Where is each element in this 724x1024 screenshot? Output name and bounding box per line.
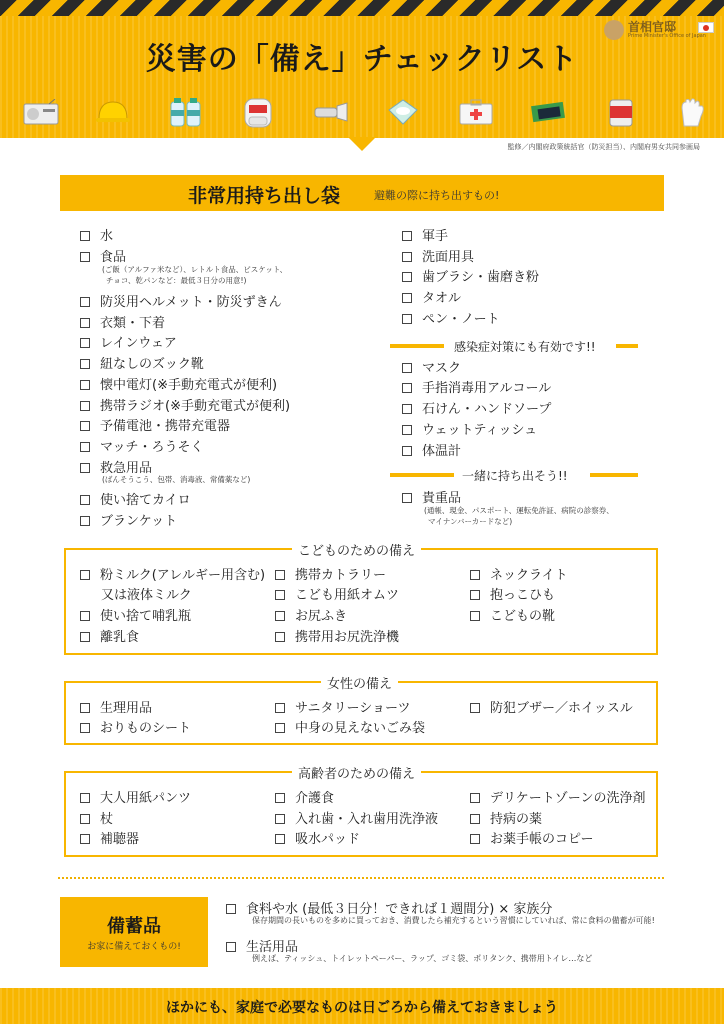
checkbox[interactable] bbox=[402, 314, 412, 324]
checklist-item[interactable]: 軍手 bbox=[402, 225, 448, 244]
checklist-item[interactable]: 洗面用具 bbox=[402, 246, 474, 265]
checklist-item[interactable]: 予備電池・携帯充電器 bbox=[80, 415, 230, 434]
checkbox[interactable] bbox=[402, 383, 412, 393]
checkbox[interactable] bbox=[80, 297, 90, 307]
children-title: こどものための備え bbox=[292, 540, 421, 559]
checklist-item[interactable]: ウェットティッシュ bbox=[402, 419, 537, 438]
checkbox[interactable] bbox=[402, 363, 412, 373]
checkbox[interactable] bbox=[470, 834, 480, 844]
checklist-item[interactable]: 生活用品 bbox=[226, 936, 298, 955]
checklist-item[interactable]: 粉ミルク(アレルギー用含む) bbox=[80, 564, 265, 583]
checklist-item[interactable]: 救急用品 bbox=[80, 457, 152, 476]
checklist-item-continued: 又は液体ミルク bbox=[101, 588, 192, 603]
supplies-icons-row bbox=[22, 92, 712, 132]
checkbox[interactable] bbox=[80, 318, 90, 328]
checklist-item[interactable]: 防犯ブザー／ホイッスル bbox=[470, 697, 633, 716]
emergency-bag-title: 非常用持ち出し袋 bbox=[188, 185, 341, 207]
checklist-item[interactable]: 水 bbox=[80, 225, 113, 244]
checkbox[interactable] bbox=[80, 380, 90, 390]
checkbox[interactable] bbox=[80, 516, 90, 526]
water-bottles-icon bbox=[167, 94, 205, 130]
checklist-item[interactable]: 介護食 bbox=[275, 787, 334, 806]
checklist-item[interactable]: 抱っこひも bbox=[470, 584, 555, 603]
checkbox[interactable] bbox=[402, 446, 412, 456]
checkbox[interactable] bbox=[275, 723, 285, 733]
checklist-item[interactable]: 持病の薬 bbox=[470, 808, 542, 827]
checklist-item[interactable]: 離乳食 bbox=[80, 626, 139, 645]
checkbox[interactable] bbox=[275, 570, 285, 580]
header-pointer bbox=[348, 137, 376, 151]
checkbox[interactable] bbox=[402, 425, 412, 435]
checklist-item[interactable]: 生理用品 bbox=[80, 697, 152, 716]
women-title: 女性の備え bbox=[321, 673, 398, 692]
food-note: (ご飯（アルファ米など）、レトルト食品、ビスケット、 bbox=[102, 265, 288, 274]
checklist-item[interactable]: 体温計 bbox=[402, 440, 461, 459]
japan-flag-icon bbox=[698, 22, 714, 33]
checkbox[interactable] bbox=[402, 293, 412, 303]
checkbox[interactable] bbox=[80, 793, 90, 803]
checklist-item[interactable]: デリケートゾーンの洗浄剤 bbox=[470, 787, 645, 806]
stockpile-note: 保存期間の長いものを多めに買っておき、消費したら補充するという習慣にしていれば、常に食料の備蓄が可能! bbox=[252, 916, 655, 925]
together-subheading: 一緒に持ち出そう!! bbox=[390, 467, 638, 481]
supervision-credit: 監修／内閣府政策統括官（防災担当）、内閣府男女共同参画局 bbox=[507, 143, 700, 151]
gloves-icon bbox=[674, 94, 712, 130]
checklist-item[interactable]: 紐なしのズック靴 bbox=[80, 353, 204, 372]
checklist-item[interactable]: レインウェア bbox=[80, 332, 177, 351]
checklist-item[interactable]: お尻ふき bbox=[275, 605, 347, 624]
checklist-item[interactable]: マッチ・ろうそく bbox=[80, 436, 203, 455]
infection-subheading: 感染症対策にも有効です!! bbox=[390, 338, 638, 352]
checklist-item[interactable]: ブランケット bbox=[80, 510, 177, 529]
checklist-item[interactable]: 歯ブラシ・歯磨き粉 bbox=[402, 266, 539, 285]
logo-text: 首相官邸 bbox=[628, 20, 677, 34]
canned-food-icon bbox=[602, 94, 640, 130]
first-aid-note: (ばんそうこう、包帯、消毒液、常備薬など) bbox=[102, 475, 251, 484]
first-aid-kit-icon bbox=[457, 94, 495, 130]
food-note: チョコ、乾パンなど：最低３日分の用意!) bbox=[106, 276, 247, 285]
wet-wipes-icon bbox=[384, 94, 422, 130]
checkbox[interactable] bbox=[275, 632, 285, 642]
header-banner bbox=[0, 0, 724, 138]
checklist-item[interactable]: 懐中電灯(※手動充電式が便利) bbox=[80, 374, 277, 393]
checklist-item[interactable]: こども用紙オムツ bbox=[275, 584, 399, 603]
checkbox[interactable] bbox=[80, 252, 90, 262]
stockpile-header bbox=[60, 897, 208, 967]
checklist-item[interactable]: こどもの靴 bbox=[470, 605, 555, 624]
checklist-item[interactable]: 吸水パッド bbox=[275, 828, 360, 847]
checklist-item[interactable]: 食品 bbox=[80, 246, 126, 265]
emergency-bag-subtitle: 避難の際に持ち出すもの! bbox=[374, 189, 500, 202]
checkbox[interactable] bbox=[275, 793, 285, 803]
checklist-item[interactable]: おりものシート bbox=[80, 717, 191, 736]
hazard-stripe bbox=[0, 0, 724, 16]
checklist-item[interactable]: サニタリーショーツ bbox=[275, 697, 410, 716]
checklist-item[interactable]: 携帯ラジオ(※手動充電式が便利) bbox=[80, 395, 290, 414]
checkbox[interactable] bbox=[80, 442, 90, 452]
checkbox[interactable] bbox=[80, 834, 90, 844]
checklist-item[interactable]: 大人用紙パンツ bbox=[80, 787, 191, 806]
checklist-item[interactable]: 杖 bbox=[80, 808, 113, 827]
checklist-item[interactable]: 中身の見えないごみ袋 bbox=[275, 717, 425, 736]
checkbox[interactable] bbox=[402, 404, 412, 414]
checklist-item[interactable]: 携帯カトラリー bbox=[275, 564, 386, 583]
checkbox[interactable] bbox=[470, 611, 480, 621]
checkbox[interactable] bbox=[470, 590, 480, 600]
checkbox[interactable] bbox=[80, 611, 90, 621]
checkbox[interactable] bbox=[470, 814, 480, 824]
backpack-icon bbox=[239, 94, 277, 130]
checkbox[interactable] bbox=[80, 421, 90, 431]
stockpile-title: 備蓄品 bbox=[107, 916, 161, 937]
checkbox[interactable] bbox=[275, 611, 285, 621]
checkbox[interactable] bbox=[80, 632, 90, 642]
dotted-divider bbox=[58, 877, 664, 879]
emergency-bag-header bbox=[60, 175, 664, 211]
checklist-item[interactable]: 貴重品 bbox=[402, 487, 461, 506]
checkbox[interactable] bbox=[226, 904, 236, 914]
checkbox[interactable] bbox=[402, 252, 412, 262]
checklist-item[interactable]: 石けん・ハンドソープ bbox=[402, 398, 551, 417]
checkbox[interactable] bbox=[80, 723, 90, 733]
checkbox[interactable] bbox=[80, 703, 90, 713]
checkbox[interactable] bbox=[275, 703, 285, 713]
checkbox[interactable] bbox=[226, 942, 236, 952]
checklist-item[interactable]: 衣類・下着 bbox=[80, 312, 165, 331]
checkbox[interactable] bbox=[80, 338, 90, 348]
checkbox[interactable] bbox=[275, 834, 285, 844]
radio-icon bbox=[22, 94, 60, 130]
flashlight-icon bbox=[312, 94, 350, 130]
elderly-title: 高齢者のための備え bbox=[292, 763, 421, 782]
page-title: 災害の「備え」チェックリスト bbox=[145, 42, 579, 77]
checklist-item[interactable]: 食料や水 (最低３日分！できれば１週間分) × 家族分 bbox=[226, 898, 552, 917]
checklist-item[interactable]: 使い捨てカイロ bbox=[80, 489, 191, 508]
footer-text: ほかにも、家庭で必要なものは日ごろから備えておきましょう bbox=[166, 1000, 558, 1016]
stockpile-subtitle: お家に備えておくもの! bbox=[87, 942, 181, 952]
checkbox[interactable] bbox=[80, 570, 90, 580]
checklist-item[interactable]: ペン・ノート bbox=[402, 308, 500, 327]
checkbox[interactable] bbox=[470, 793, 480, 803]
checkbox[interactable] bbox=[275, 814, 285, 824]
checkbox[interactable] bbox=[402, 272, 412, 282]
checklist-item[interactable]: タオル bbox=[402, 287, 461, 306]
helmet-icon bbox=[94, 94, 132, 130]
checklist-item[interactable]: お薬手帳のコピー bbox=[470, 828, 593, 847]
checkbox[interactable] bbox=[80, 359, 90, 369]
logo-subtext: Prime Minister's Office of Japan bbox=[628, 33, 706, 39]
checkbox[interactable] bbox=[402, 231, 412, 241]
checkbox[interactable] bbox=[402, 493, 412, 503]
checkbox[interactable] bbox=[470, 570, 480, 580]
stockpile-note: 例えば、ティッシュ、トイレットペーパー、ラップ、ゴミ袋、ポリタンク、携帯用トイレ…など bbox=[252, 954, 593, 963]
checkbox[interactable] bbox=[80, 463, 90, 473]
valuables-note: (通帳、現金、パスポート、運転免許証、病院の診察券、 bbox=[424, 506, 614, 515]
checkbox[interactable] bbox=[80, 401, 90, 411]
checkbox[interactable] bbox=[470, 703, 480, 713]
checklist-item[interactable]: ネックライト bbox=[470, 564, 568, 583]
checkbox[interactable] bbox=[80, 231, 90, 241]
checklist-item[interactable]: 補聴器 bbox=[80, 828, 139, 847]
checklist-item[interactable]: 手指消毒用アルコール bbox=[402, 377, 551, 396]
checklist-item[interactable]: 防災用ヘルメット・防災ずきん bbox=[80, 291, 282, 310]
checkbox[interactable] bbox=[80, 495, 90, 505]
cash-card-icon bbox=[529, 94, 567, 130]
checklist-item[interactable]: 携帯用お尻洗浄機 bbox=[275, 626, 399, 645]
footer-banner bbox=[0, 988, 724, 1024]
valuables-note: マイナンバーカードなど) bbox=[428, 517, 513, 526]
checkbox[interactable] bbox=[275, 590, 285, 600]
checklist-item[interactable]: マスク bbox=[402, 357, 461, 376]
checkbox[interactable] bbox=[80, 814, 90, 824]
checklist-item[interactable]: 使い捨て哺乳瓶 bbox=[80, 605, 191, 624]
checklist-item[interactable]: 入れ歯・入れ歯用洗浄液 bbox=[275, 808, 438, 827]
